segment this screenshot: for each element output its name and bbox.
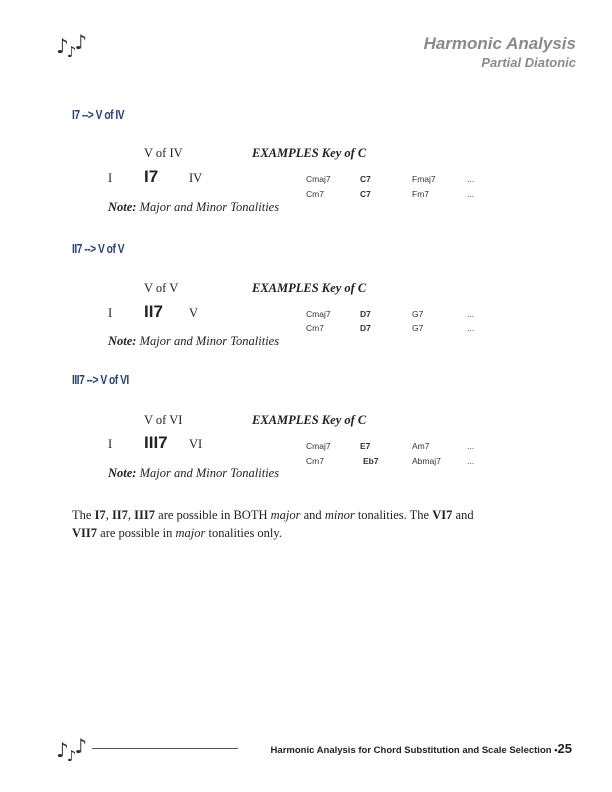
- text-run: are possible in BOTH: [155, 508, 271, 522]
- section-heading: III7 --> V of VI: [72, 373, 129, 387]
- chord-cell: D7: [360, 309, 371, 319]
- text-run: II7: [111, 508, 128, 522]
- section-heading: I7 --> V of IV: [72, 108, 125, 122]
- text-run: I7: [94, 508, 106, 522]
- text-run: The: [72, 508, 95, 522]
- text-run: VI7: [432, 508, 453, 522]
- progression-target: V: [189, 306, 199, 320]
- chord-cell: Cm7: [306, 323, 324, 333]
- chord-cell: Am7: [412, 441, 430, 451]
- text-run: III7: [134, 508, 156, 522]
- text-run: tonalities only.: [205, 525, 282, 540]
- text-run: and: [452, 508, 474, 522]
- progression-target: IV: [189, 171, 203, 185]
- text-run: major: [270, 508, 301, 522]
- note-text: Major and Minor Tonalities: [136, 200, 280, 214]
- progression-main: II7: [144, 302, 163, 321]
- chord-cell: Fmaj7: [412, 174, 436, 184]
- page-number: 25: [557, 741, 572, 756]
- text-run: minor: [324, 508, 355, 522]
- target-label: V of V: [144, 281, 179, 295]
- chord-cell: C7: [360, 189, 371, 199]
- examples-heading: EXAMPLES Key of C: [252, 281, 367, 295]
- note-label: Note:: [108, 334, 137, 348]
- progression-start: I: [108, 437, 113, 451]
- progression-target: VI: [189, 437, 203, 451]
- footer: [271, 741, 572, 756]
- text-run: major: [175, 525, 206, 540]
- progression-main: III7: [144, 433, 168, 452]
- chord-cell: ...: [467, 441, 475, 451]
- chord-cell: G7: [412, 309, 424, 319]
- note: [108, 466, 279, 481]
- summary-paragraph: [72, 507, 542, 542]
- music-notes-icon: ♪♪♪: [56, 734, 86, 765]
- chord-cell: ...: [467, 174, 475, 184]
- chord-cell: E7: [360, 441, 371, 451]
- target-label: V of VI: [144, 413, 183, 427]
- examples-heading: EXAMPLES Key of C: [252, 146, 367, 160]
- progression-start: I: [108, 171, 113, 185]
- text-run: tonalities. The: [354, 508, 433, 522]
- chord-cell: Cmaj7: [306, 441, 331, 451]
- note-label: Note:: [108, 200, 137, 214]
- target-label: V of IV: [144, 146, 183, 160]
- chord-cell: ...: [467, 309, 475, 319]
- note: [108, 334, 279, 349]
- chord-cell: ...: [467, 189, 475, 199]
- examples-heading: EXAMPLES Key of C: [252, 413, 367, 427]
- note-label: Note:: [108, 466, 137, 480]
- chord-cell: Cmaj7: [306, 174, 331, 184]
- book-title: Harmonic Analysis for Chord Substitution and Scale Selection: [270, 745, 552, 756]
- text-run: ,: [105, 508, 112, 522]
- page-subtitle: Partial Diatonic: [481, 55, 576, 70]
- chord-cell: G7: [412, 323, 424, 333]
- chord-cell: C7: [360, 174, 371, 184]
- text-run: and: [300, 508, 325, 522]
- footer-rule: [92, 748, 238, 749]
- chord-cell: Abmaj7: [412, 456, 441, 466]
- section-heading: II7 --> V of V: [72, 242, 125, 256]
- chord-cell: Cm7: [306, 456, 324, 466]
- chord-cell: Fm7: [412, 189, 429, 199]
- chord-cell: D7: [360, 323, 371, 333]
- text-run: ,: [127, 508, 135, 522]
- chord-cell: Cm7: [306, 189, 324, 199]
- chord-cell: ...: [467, 456, 475, 466]
- text-run: are possible in: [97, 525, 176, 540]
- music-notes-icon: ♪♪♪: [56, 30, 86, 61]
- chord-cell: Eb7: [363, 456, 379, 466]
- footer-bullet: •: [551, 745, 558, 756]
- note-text: Major and Minor Tonalities: [136, 466, 280, 480]
- progression-main: I7: [144, 167, 159, 186]
- note-text: Major and Minor Tonalities: [136, 334, 280, 348]
- progression-start: I: [108, 306, 113, 320]
- chord-cell: ...: [467, 323, 475, 333]
- text-run: VII7: [72, 525, 98, 540]
- note: [108, 200, 279, 215]
- page-title: Harmonic Analysis: [423, 34, 576, 53]
- chord-cell: Cmaj7: [306, 309, 331, 319]
